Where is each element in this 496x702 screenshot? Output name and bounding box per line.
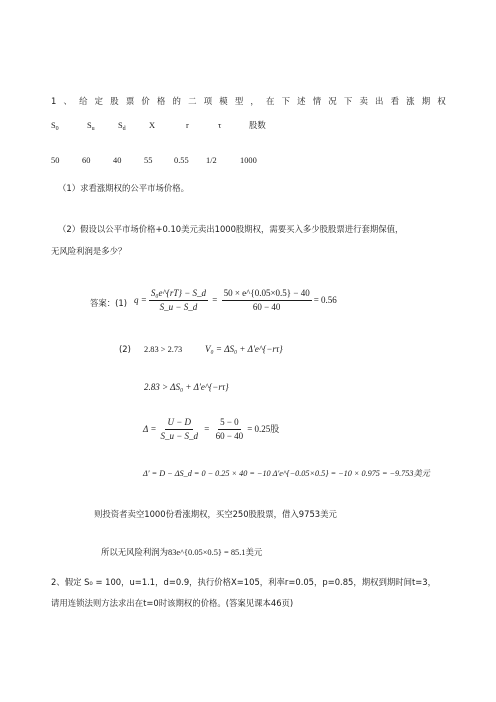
answer-part-2-line-2: 2.83 > ΔS₀ + Δ′e^{−rτ} [144, 382, 229, 392]
delta-denominator-1: S_u − S_d [160, 431, 199, 441]
delta-numerator-2: 5 − 0 [218, 417, 241, 430]
question-1-part-2-line-2: 无风险利润是多少？ [51, 246, 127, 256]
value-s0: 50 [51, 156, 60, 165]
q-fraction-1 [149, 288, 208, 313]
delta-fraction-2 [214, 417, 246, 442]
value-shares: 1000 [240, 156, 257, 165]
value-tau: 1/2 [206, 156, 217, 165]
q-denominator-2: 60 − 40 [252, 302, 281, 312]
value-su: 60 [82, 156, 91, 165]
answer-conclusion: 则投资者卖空1000份看涨期权，买空250股股票，借入9753美元 [94, 509, 337, 519]
answer-label: 答案：(1) [90, 298, 127, 308]
header-tau: τ [218, 121, 222, 130]
header-s0: $S_0$ [51, 121, 59, 132]
answer-q-formula: q = $\frac{\text{S₀e\textasciicircum{}\{rT\} − S\_d}}{S\_u - S\_d}$ = $\frac{50 \times e\^{}\{0.05\times 0.5\} - 40}{60 - 40}$ = 0.56 [134, 288, 337, 312]
header-shares: 股数 [249, 120, 266, 130]
q-denominator-1: S_u − S_d [159, 302, 198, 312]
header-r: r [186, 121, 189, 130]
value-x: 55 [144, 156, 153, 165]
answer-profit [101, 547, 262, 558]
delta-prime-line: Δ′ = D − ΔS_d = 0 − 0.25 × 40 = −10 Δ′e^{−0.05×0.5} = −10 × 0.975 = −9.753美元 [143, 469, 430, 478]
q-numerator-1: S₀e^{rT} − S_d [149, 288, 208, 301]
q-numerator-2: 50 × e^{0.05×0.5} − 40 [222, 288, 312, 301]
answer-part-2-label: (2) [119, 344, 131, 354]
delta-numerator-1: U − D [165, 417, 193, 430]
q-lhs: q = [134, 295, 147, 305]
question-1-part-1: （1）求看涨期权的公平市场价格。 [58, 183, 189, 193]
delta-fraction-1 [158, 417, 200, 442]
answer-part-2-equation: V₀ = ΔS₀ + Δ′e^{−rτ} [205, 344, 283, 354]
profit-prefix: 所以无风险利润为 [101, 547, 168, 557]
value-sd: 40 [113, 156, 122, 165]
q-fraction-2 [222, 288, 312, 313]
question-1-heading: 1、给定股票价格的二项模型，在下述情况下卖出看涨期权 [51, 96, 453, 106]
header-su: $S_u$ [87, 121, 95, 132]
question-2-line-2: 请用连锁法则方法求出在t=0时该期权的价格。(答案见课本46页) [51, 598, 294, 608]
question-1-part-2-line-1: （2）假设以公平市场价格+0.10美元卖出1000股期权，需要买入多少股股票进行套期保值， [58, 224, 404, 234]
delta-formula: Δ = $\frac{U - D}{S\_u - S\_d}$ = $\frac{5 - 0}{60 - 40}$ = 0.25股 [143, 417, 280, 441]
header-sd: $S_d$ [118, 121, 126, 132]
answer-part-2-inequality: 2.83 > 2.73 [144, 345, 183, 354]
profit-formula: 83e^{0.05×0.5} = 85.1美元 [168, 548, 263, 557]
value-r: 0.55 [174, 156, 189, 165]
question-2-line-1: 2、假定 S₀ = 100，u=1.1，d=0.9，执行价格X=105，利率r=0.05，p=0.85，期权到期时间t=3， [51, 577, 436, 587]
delta-lhs: Δ = [143, 424, 157, 434]
delta-denominator-2: 60 − 40 [215, 431, 244, 441]
q-result: = 0.56 [313, 295, 337, 305]
delta-result: = 0.25股 [247, 424, 280, 434]
header-x: X [149, 121, 156, 130]
